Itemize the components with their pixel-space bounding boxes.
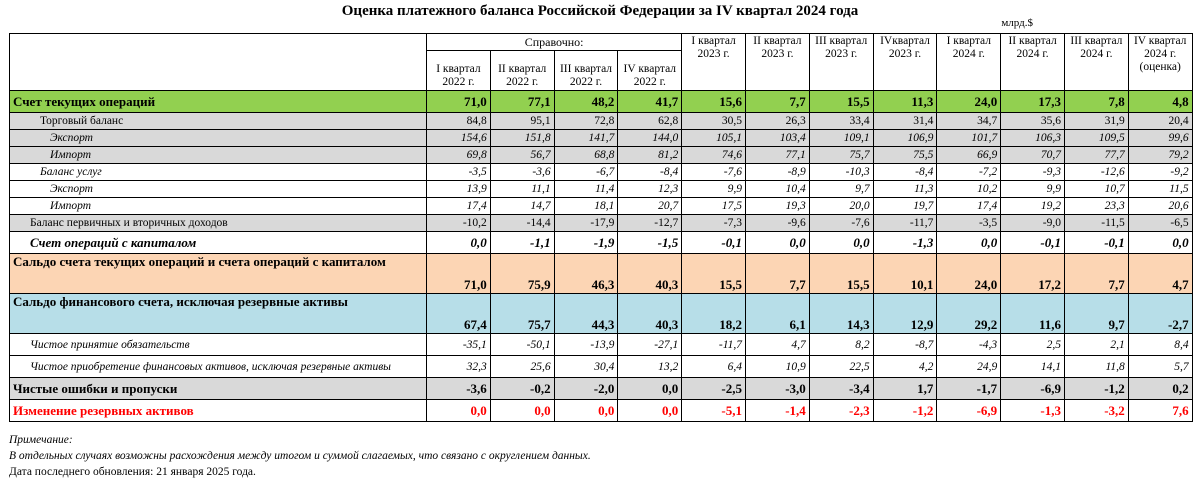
table-cell: 15,5 — [682, 254, 746, 294]
table-cell: 77,7 — [1064, 147, 1128, 164]
table-cell: 14,1 — [1001, 356, 1065, 378]
table-cell: 17,5 — [682, 198, 746, 215]
table-cell: 72,8 — [554, 113, 618, 130]
table-cell: -1,1 — [490, 232, 554, 254]
table-cell: -3,4 — [809, 378, 873, 400]
table-cell: 11,8 — [1064, 356, 1128, 378]
table-cell: 8,2 — [809, 334, 873, 356]
table-cell: 12,9 — [873, 294, 937, 334]
quarter-header: III квартал 2024 г. — [1064, 34, 1128, 91]
table-cell: -6,9 — [1001, 378, 1065, 400]
quarter-header: II квартал 2023 г. — [746, 34, 810, 91]
table-cell: 103,4 — [746, 130, 810, 147]
table-cell: 77,1 — [746, 147, 810, 164]
table-cell: -8,9 — [746, 164, 810, 181]
table-cell: 20,7 — [618, 198, 682, 215]
table-cell: 99,6 — [1128, 130, 1192, 147]
table-cell: 74,6 — [682, 147, 746, 164]
table-cell: 17,3 — [1001, 91, 1065, 113]
table-cell: 14,7 — [490, 198, 554, 215]
quarter-header: III квартал 2023 г. — [809, 34, 873, 91]
table-cell: 5,7 — [1128, 356, 1192, 378]
row-errors-omissions — [10, 378, 1193, 400]
table-cell: 56,7 — [490, 147, 554, 164]
table-cell: -9,0 — [1001, 215, 1065, 232]
table-cell: 17,4 — [427, 198, 491, 215]
table-cell: 69,8 — [427, 147, 491, 164]
quarter-header: II квартал 2022 г. — [490, 51, 554, 91]
table-cell: 18,2 — [682, 294, 746, 334]
table-cell: 11,1 — [490, 181, 554, 198]
balance-of-payments-table — [9, 33, 1193, 422]
unit-label: млрд.$ — [1001, 17, 1033, 29]
table-cell: 20,6 — [1128, 198, 1192, 215]
table-cell: 0,0 — [937, 232, 1001, 254]
table-cell: 106,9 — [873, 130, 937, 147]
row-label: Чистые ошибки и пропуски — [10, 378, 427, 400]
row-reserve-change — [10, 400, 1193, 422]
table-title: Оценка платежного баланса Российской Федерации за IV квартал 2024 года — [341, 3, 859, 19]
row-label: Импорт — [10, 198, 427, 215]
table-cell: 31,9 — [1064, 113, 1128, 130]
table-cell: -2,5 — [682, 378, 746, 400]
table-cell: -3,5 — [937, 215, 1001, 232]
table-cell: -9,6 — [746, 215, 810, 232]
table-cell: 25,6 — [490, 356, 554, 378]
table-cell: 0,0 — [1128, 232, 1192, 254]
table-cell: 15,5 — [809, 254, 873, 294]
table-cell: 71,0 — [427, 91, 491, 113]
quarter-header: I квартал 2023 г. — [682, 34, 746, 91]
table-cell: 30,4 — [554, 356, 618, 378]
table-cell: 41,7 — [618, 91, 682, 113]
table-cell: 48,2 — [554, 91, 618, 113]
table-cell: -9,2 — [1128, 164, 1192, 181]
table-cell: -1,4 — [746, 400, 810, 422]
table-cell: 12,3 — [618, 181, 682, 198]
table-cell: -11,7 — [682, 334, 746, 356]
table-cell: 11,3 — [873, 181, 937, 198]
table-cell: 40,3 — [618, 254, 682, 294]
table-cell: -2,3 — [809, 400, 873, 422]
table-cell: 8,4 — [1128, 334, 1192, 356]
table-cell: 19,2 — [1001, 198, 1065, 215]
table-cell: 71,0 — [427, 254, 491, 294]
table-cell: -6,9 — [937, 400, 1001, 422]
note-text: В отдельных случаях возможны расхождения между итогом и суммой слагаемых, что связано с округлением данных. — [9, 450, 591, 462]
row-income-balance — [10, 215, 1193, 232]
table-cell: -10,3 — [809, 164, 873, 181]
table-cell: 10,1 — [873, 254, 937, 294]
table-cell: 29,2 — [937, 294, 1001, 334]
row-current-account — [10, 91, 1193, 113]
table-cell: 7,6 — [1128, 400, 1192, 422]
table-cell: -1,7 — [937, 378, 1001, 400]
table-cell: 154,6 — [427, 130, 491, 147]
table-cell: 2,5 — [1001, 334, 1065, 356]
row-financial-account — [10, 294, 1193, 334]
table-cell: 101,7 — [937, 130, 1001, 147]
table-cell: 109,1 — [809, 130, 873, 147]
table-cell: 14,3 — [809, 294, 873, 334]
table-cell: -14,4 — [490, 215, 554, 232]
table-cell: -50,1 — [490, 334, 554, 356]
table-cell: 68,8 — [554, 147, 618, 164]
table-cell: 19,7 — [873, 198, 937, 215]
table-cell: 4,7 — [1128, 254, 1192, 294]
table-cell: -12,7 — [618, 215, 682, 232]
table-cell: -1,5 — [618, 232, 682, 254]
table-cell: 151,8 — [490, 130, 554, 147]
table-cell: -0,2 — [490, 378, 554, 400]
header-blank-cell — [10, 34, 427, 91]
table-cell: -8,4 — [873, 164, 937, 181]
table-cell: -2,0 — [554, 378, 618, 400]
table-cell: 0,2 — [1128, 378, 1192, 400]
table-cell: 34,7 — [937, 113, 1001, 130]
table-cell: 7,7 — [1064, 254, 1128, 294]
row-label: Баланс услуг — [10, 164, 427, 181]
table-cell: 0,0 — [490, 400, 554, 422]
table-cell: 81,2 — [618, 147, 682, 164]
quarter-header: IV квартал 2022 г. — [618, 51, 682, 91]
row-net-liabilities — [10, 334, 1193, 356]
row-trade-import — [10, 147, 1193, 164]
table-cell: -0,1 — [1064, 232, 1128, 254]
table-cell: 32,3 — [427, 356, 491, 378]
table-cell: -0,1 — [682, 232, 746, 254]
table-cell: 24,0 — [937, 254, 1001, 294]
table-cell: 109,5 — [1064, 130, 1128, 147]
update-date: Дата последнего обновления: 21 января 2025 года. — [9, 466, 256, 478]
quarter-header: IVквартал 2023 г. — [873, 34, 937, 91]
table-cell: -1,3 — [873, 232, 937, 254]
table-cell: -35,1 — [427, 334, 491, 356]
table-cell: 144,0 — [618, 130, 682, 147]
reference-header: Справочно: — [427, 34, 682, 51]
row-label: Изменение резервных активов — [10, 400, 427, 422]
table-cell: 75,7 — [809, 147, 873, 164]
table-cell: -1,3 — [1001, 400, 1065, 422]
table-cell: 11,5 — [1128, 181, 1192, 198]
row-services-export — [10, 181, 1193, 198]
table-cell: 13,9 — [427, 181, 491, 198]
table-cell: 33,4 — [809, 113, 873, 130]
table-cell: -7,2 — [937, 164, 1001, 181]
table-cell: -1,9 — [554, 232, 618, 254]
table-cell: -6,7 — [554, 164, 618, 181]
table-cell: 44,3 — [554, 294, 618, 334]
note-label: Примечание: — [9, 434, 73, 446]
row-label: Торговый баланс — [10, 113, 427, 130]
row-label: Счет операций с капиталом — [10, 232, 427, 254]
table-cell: 9,9 — [682, 181, 746, 198]
table-cell: 1,7 — [873, 378, 937, 400]
quarter-header: II квартал 2024 г. — [1001, 34, 1065, 91]
table-cell: 24,0 — [937, 91, 1001, 113]
table-cell: 62,8 — [618, 113, 682, 130]
table-cell: -3,6 — [427, 378, 491, 400]
table-cell: -10,2 — [427, 215, 491, 232]
table-cell: -5,1 — [682, 400, 746, 422]
table-cell: -8,7 — [873, 334, 937, 356]
table-cell: 17,4 — [937, 198, 1001, 215]
row-label: Экспорт — [10, 130, 427, 147]
table-cell: 10,9 — [746, 356, 810, 378]
table-cell: 4,2 — [873, 356, 937, 378]
table-cell: 20,4 — [1128, 113, 1192, 130]
table-cell: 10,4 — [746, 181, 810, 198]
table-cell: 6,4 — [682, 356, 746, 378]
table-cell: 11,4 — [554, 181, 618, 198]
table-cell: 35,6 — [1001, 113, 1065, 130]
table-cell: 4,7 — [746, 334, 810, 356]
table-cell: 0,0 — [618, 378, 682, 400]
table-cell: 0,0 — [618, 400, 682, 422]
table-cell: 24,9 — [937, 356, 1001, 378]
table-cell: -17,9 — [554, 215, 618, 232]
table-cell: 31,4 — [873, 113, 937, 130]
row-net-assets — [10, 356, 1193, 378]
table-cell: 77,1 — [490, 91, 554, 113]
table-cell: -3,5 — [427, 164, 491, 181]
table-cell: 9,7 — [1064, 294, 1128, 334]
table-cell: -0,1 — [1001, 232, 1065, 254]
table-cell: 106,3 — [1001, 130, 1065, 147]
table-cell: 17,2 — [1001, 254, 1065, 294]
table-cell: 10,7 — [1064, 181, 1128, 198]
table-cell: 6,1 — [746, 294, 810, 334]
table-cell: -11,5 — [1064, 215, 1128, 232]
table-cell: 13,2 — [618, 356, 682, 378]
table-cell: 0,0 — [809, 232, 873, 254]
table-cell: -1,2 — [1064, 378, 1128, 400]
row-services-balance — [10, 164, 1193, 181]
table-cell: 46,3 — [554, 254, 618, 294]
table-cell: -9,3 — [1001, 164, 1065, 181]
table-cell: -4,3 — [937, 334, 1001, 356]
table-cell: -7,6 — [809, 215, 873, 232]
table-cell: -3,6 — [490, 164, 554, 181]
table-cell: 75,5 — [873, 147, 937, 164]
row-label: Баланс первичных и вторичных доходов — [10, 215, 427, 232]
quarter-header-estimate: IV квартал 2024 г. (оценка) — [1128, 34, 1192, 91]
table-cell: 79,2 — [1128, 147, 1192, 164]
table-cell: 9,7 — [809, 181, 873, 198]
row-label: Чистое принятие обязательств — [10, 334, 427, 356]
quarter-header: III квартал 2022 г. — [554, 51, 618, 91]
table-cell: -13,9 — [554, 334, 618, 356]
table-cell: 23,3 — [1064, 198, 1128, 215]
table-cell: 18,1 — [554, 198, 618, 215]
row-trade-export — [10, 130, 1193, 147]
table-cell: -7,3 — [682, 215, 746, 232]
table-cell: 7,7 — [746, 254, 810, 294]
row-capital-account — [10, 232, 1193, 254]
table-cell: 66,9 — [937, 147, 1001, 164]
row-label: Экспорт — [10, 181, 427, 198]
table-cell: 2,1 — [1064, 334, 1128, 356]
table-cell: 15,5 — [809, 91, 873, 113]
table-cell: 75,7 — [490, 294, 554, 334]
row-current-and-capital — [10, 254, 1193, 294]
table-cell: 4,8 — [1128, 91, 1192, 113]
table-cell: 10,2 — [937, 181, 1001, 198]
table-cell: 70,7 — [1001, 147, 1065, 164]
table-cell: 0,0 — [554, 400, 618, 422]
table-cell: -7,6 — [682, 164, 746, 181]
row-label: Сальдо финансового счета, исключая резервные активы — [10, 294, 427, 334]
quarter-header: I квартал 2024 г. — [937, 34, 1001, 91]
table-cell: 105,1 — [682, 130, 746, 147]
row-services-import — [10, 198, 1193, 215]
table-cell: 9,9 — [1001, 181, 1065, 198]
table-cell: 11,3 — [873, 91, 937, 113]
table-cell: -2,7 — [1128, 294, 1192, 334]
row-label: Счет текущих операций — [10, 91, 427, 113]
table-cell: -1,2 — [873, 400, 937, 422]
row-label: Импорт — [10, 147, 427, 164]
table-cell: 141,7 — [554, 130, 618, 147]
table-cell: 15,6 — [682, 91, 746, 113]
table-cell: 40,3 — [618, 294, 682, 334]
table-cell: -12,6 — [1064, 164, 1128, 181]
table-cell: 26,3 — [746, 113, 810, 130]
row-label: Чистое приобретение финансовых активов, исключая резервные активы — [10, 356, 427, 378]
quarter-header: I квартал 2022 г. — [427, 51, 491, 91]
table-cell: 20,0 — [809, 198, 873, 215]
row-trade-balance — [10, 113, 1193, 130]
table-cell: 30,5 — [682, 113, 746, 130]
table-cell: 95,1 — [490, 113, 554, 130]
table-cell: 11,6 — [1001, 294, 1065, 334]
table-cell: -8,4 — [618, 164, 682, 181]
table-cell: 19,3 — [746, 198, 810, 215]
row-label: Сальдо счета текущих операций и счета операций с капиталом — [10, 254, 427, 294]
table-cell: -3,0 — [746, 378, 810, 400]
table-cell: 67,4 — [427, 294, 491, 334]
table-cell: -27,1 — [618, 334, 682, 356]
table-cell: 75,9 — [490, 254, 554, 294]
table-cell: -6,5 — [1128, 215, 1192, 232]
table-cell: 0,0 — [427, 400, 491, 422]
table-cell: 7,8 — [1064, 91, 1128, 113]
table-cell: 22,5 — [809, 356, 873, 378]
table-cell: 0,0 — [746, 232, 810, 254]
table-cell: 7,7 — [746, 91, 810, 113]
table-cell: -11,7 — [873, 215, 937, 232]
table-cell: 0,0 — [427, 232, 491, 254]
table-cell: -3,2 — [1064, 400, 1128, 422]
table-cell: 84,8 — [427, 113, 491, 130]
